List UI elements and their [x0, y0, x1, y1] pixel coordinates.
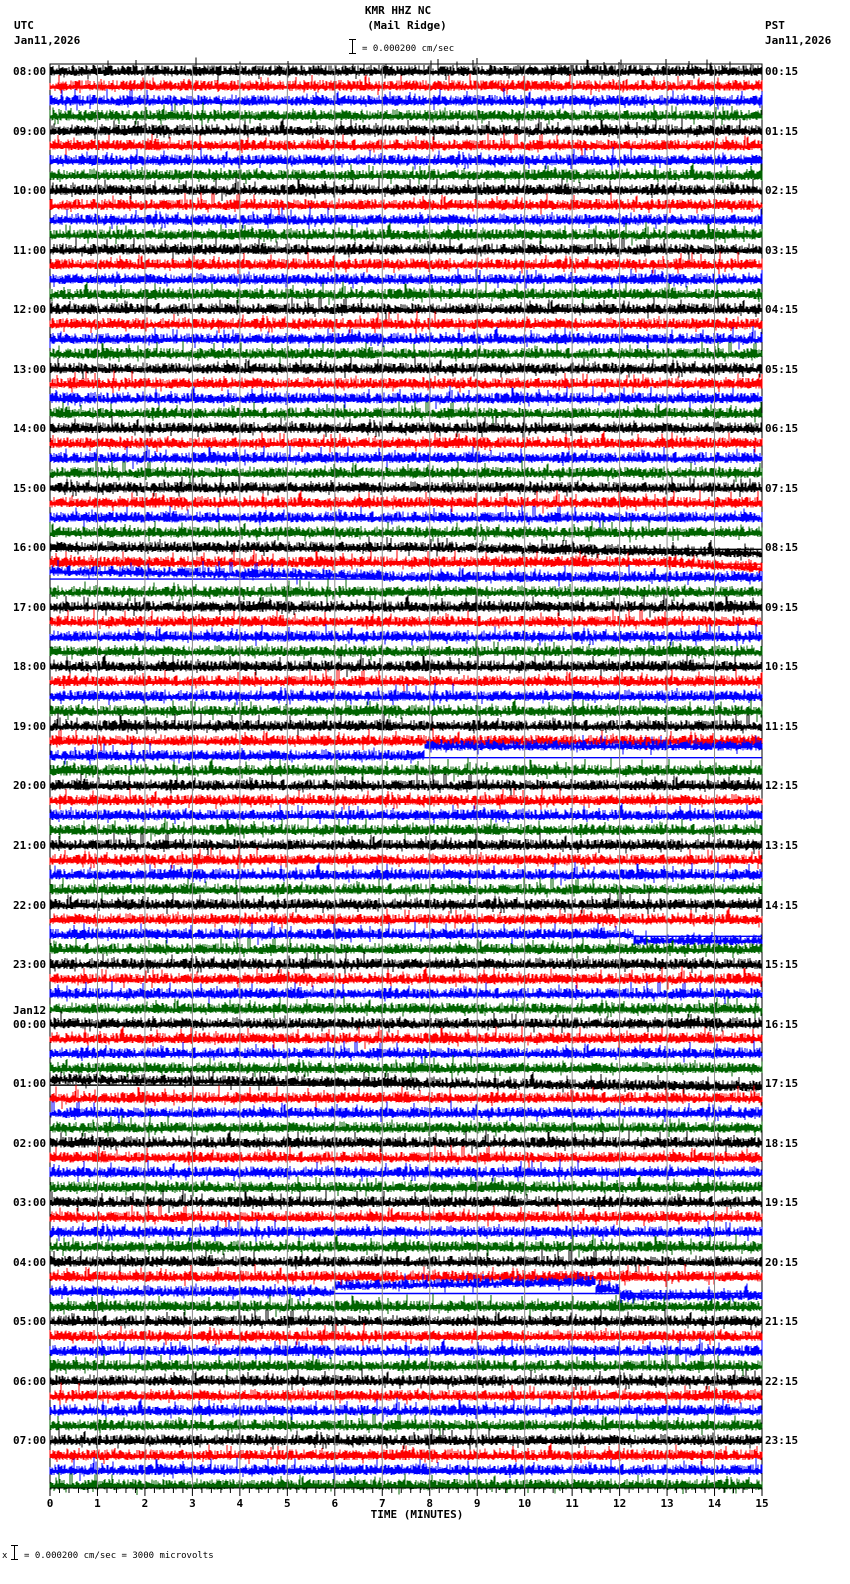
pst-hour-label: 14:15 — [765, 898, 799, 912]
pst-hour-label: 13:15 — [765, 838, 799, 852]
x-tick-label: 10 — [518, 1497, 532, 1510]
pst-hour-label: 09:15 — [765, 600, 799, 614]
left-timezone: UTC — [14, 19, 34, 32]
x-tick-label: 1 — [94, 1497, 101, 1510]
utc-hour-label: 17:00 — [13, 600, 47, 614]
station-location: (Mail Ridge) — [367, 19, 447, 32]
scale-label: = 0.000200 cm/sec — [362, 44, 455, 54]
footer-scale-prefix: x — [2, 1551, 8, 1561]
left-date: Jan11,2026 — [14, 34, 81, 47]
utc-hour-label: 00:00 — [13, 1017, 47, 1031]
pst-hour-label: 05:15 — [765, 362, 799, 376]
x-tick-label: 7 — [378, 1497, 386, 1510]
pst-hour-label: 20:15 — [765, 1255, 799, 1269]
pst-hour-label: 00:15 — [765, 65, 799, 78]
x-axis-label: TIME (MINUTES) — [370, 1508, 464, 1521]
utc-hour-label: 23:00 — [13, 958, 47, 972]
utc-date-label: Jan12 — [13, 1003, 47, 1017]
station-title: KMR HHZ NC — [364, 4, 432, 17]
utc-hour-label: 12:00 — [13, 303, 47, 317]
x-tick-label: 5 — [284, 1497, 291, 1510]
pst-hour-label: 16:15 — [765, 1017, 799, 1031]
utc-hour-label: 20:00 — [13, 779, 47, 793]
x-tick-label: 8 — [426, 1497, 434, 1510]
utc-hour-label: 08:00 — [13, 65, 47, 78]
utc-hour-label: 09:00 — [13, 124, 47, 138]
footer-scale-bar-icon — [14, 1545, 15, 1560]
utc-hour-label: 02:00 — [13, 1136, 47, 1150]
utc-hour-label: 19:00 — [13, 719, 47, 733]
pst-hour-label: 06:15 — [765, 422, 799, 436]
utc-hour-label: 16:00 — [13, 541, 47, 555]
utc-hour-label: 04:00 — [13, 1255, 47, 1269]
x-tick-label: 13 — [660, 1497, 674, 1510]
pst-hour-label: 04:15 — [765, 303, 799, 317]
utc-hour-label: 15:00 — [13, 481, 47, 495]
utc-hour-label: 11:00 — [13, 243, 47, 257]
pst-hour-label: 18:15 — [765, 1136, 799, 1150]
utc-hour-label: 01:00 — [13, 1077, 47, 1091]
pst-hour-label: 19:15 — [765, 1196, 799, 1210]
pst-hour-label: 23:15 — [765, 1434, 799, 1448]
utc-hour-label: 06:00 — [13, 1374, 47, 1388]
utc-hour-label: 07:00 — [13, 1434, 47, 1448]
pst-hour-label: 10:15 — [765, 660, 799, 674]
right-timezone: PST — [765, 19, 785, 32]
utc-hour-label: 18:00 — [13, 660, 47, 674]
right-date: Jan11,2026 — [765, 34, 832, 47]
pst-hour-label: 01:15 — [765, 124, 799, 138]
utc-hour-label: 22:00 — [13, 898, 47, 912]
pst-hour-label: 21:15 — [765, 1315, 799, 1329]
pst-hour-label: 22:15 — [765, 1374, 799, 1388]
x-tick-label: 15 — [755, 1497, 769, 1510]
x-tick-label: 2 — [141, 1497, 149, 1510]
pst-hour-label: 15:15 — [765, 958, 799, 972]
x-tick-label: 14 — [707, 1497, 722, 1510]
pst-hour-label: 11:15 — [765, 719, 799, 733]
x-tick-label: 0 — [46, 1497, 54, 1510]
utc-hour-label: 13:00 — [13, 362, 47, 376]
x-tick-label: 11 — [565, 1497, 579, 1510]
x-tick-label: 12 — [612, 1497, 627, 1510]
utc-hour-label: 10:00 — [13, 184, 47, 198]
pst-hour-label: 12:15 — [765, 779, 799, 793]
x-tick-label: 9 — [473, 1497, 481, 1510]
pst-hour-label: 08:15 — [765, 541, 799, 555]
pst-hour-label: 02:15 — [765, 184, 799, 198]
x-tick-label: 4 — [236, 1497, 244, 1510]
utc-hour-label: 14:00 — [13, 422, 47, 436]
pst-hour-label: 07:15 — [765, 481, 799, 495]
x-tick-label: 6 — [331, 1497, 339, 1510]
pst-hour-label: 03:15 — [765, 243, 799, 257]
utc-hour-label: 05:00 — [13, 1315, 47, 1329]
footer-scale-label: = 0.000200 cm/sec = 3000 microvolts — [24, 1551, 214, 1561]
pst-hour-label: 17:15 — [765, 1077, 799, 1091]
utc-hour-label: 21:00 — [13, 838, 47, 852]
utc-hour-label: 03:00 — [13, 1196, 47, 1210]
x-tick-label: 3 — [189, 1497, 196, 1510]
